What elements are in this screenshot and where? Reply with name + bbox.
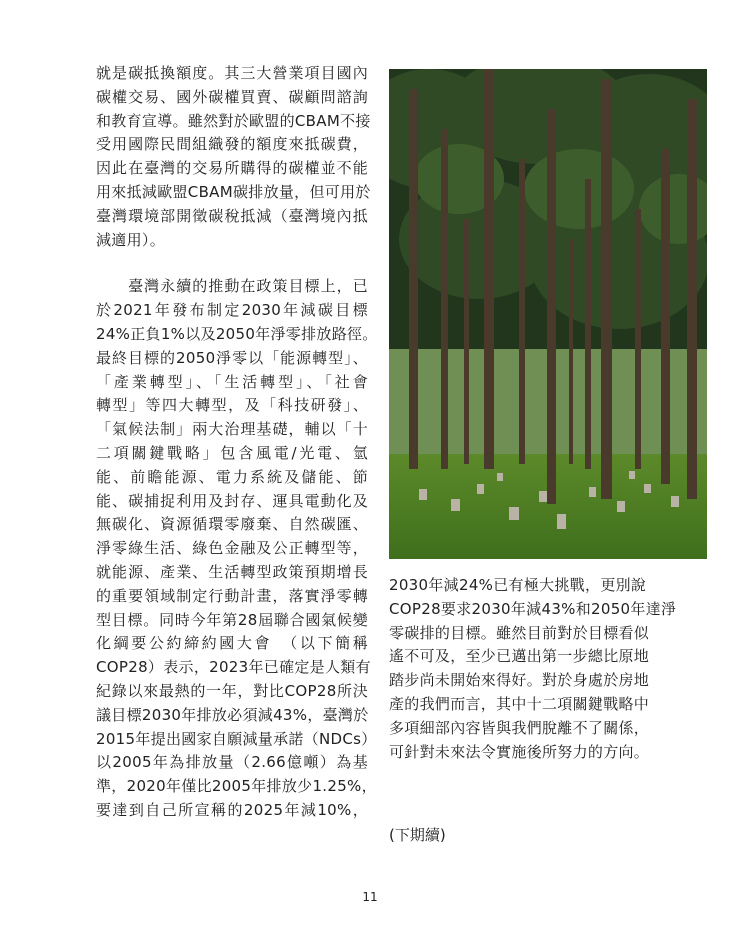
text-line: COP28）表示，2023年已確定是人類有 — [96, 658, 371, 677]
text-line: 就是碳抵換額度。其三大營業項目國內 — [96, 64, 368, 82]
text-line: 產的我們而言，其中十二項關鍵戰略中 — [389, 694, 650, 713]
text-line: 「氣候法制」兩大治理基礎，輔以「十 — [96, 420, 368, 439]
text-line: 要達到自己所宣稱的2025年減10%， — [96, 800, 368, 819]
text-line: 和教育宣導。雖然對於歐盟的CBAM不接 — [96, 111, 371, 130]
text-line: 淨零綠生活、綠色金融及公正轉型等， — [96, 539, 368, 558]
text-line: 以2005年為排放量（2.66億噸）為基 — [96, 753, 368, 772]
text-line: 碳權交易、國外碳權買賣、碳顧問諮詢 — [96, 87, 368, 106]
text-line: 受用國際民間組織發的額度來抵碳費， — [96, 135, 368, 154]
forest-illustration — [389, 69, 707, 559]
text-line: 就能源、產業、生活轉型政策預期增長 — [96, 562, 368, 581]
text-line: 24%正負1%以及2050年淨零排放路徑。 — [96, 324, 378, 343]
text-line: 可針對未來法令實施後所努力的方向。 — [389, 742, 650, 761]
text-line: 能、碳捕捉利用及封存、運具電動化及 — [96, 491, 368, 510]
text-line: 的重要領域制定行動計畫，落實淨零轉 — [96, 586, 368, 605]
text-line: 零碳排的目標。雖然目前對於目標看似 — [389, 623, 650, 642]
text-line: 因此在臺灣的交易所購得的碳權並不能 — [96, 159, 368, 178]
to-be-continued-note: (下期續) — [389, 826, 446, 844]
text-line: COP28要求2030年減43%和2050年達淨 — [389, 599, 677, 618]
text-line: 能、前瞻能源、電力系統及儲能、節 — [96, 467, 368, 486]
text-line: 用來抵減歐盟CBAM碳排放量，但可用於 — [96, 182, 371, 201]
paragraph-carbon-exchange — [96, 62, 371, 252]
text-line: 最終目標的2050淨零以「能源轉型」、 — [96, 348, 368, 367]
text-line: 遙不可及，至少已邁出第一步總比原地 — [389, 647, 650, 666]
text-line: 於2021年發布制定2030年減碳目標 — [96, 301, 368, 320]
text-line: 轉型」等四大轉型，及「科技研發」、 — [96, 396, 368, 415]
page-number: 11 — [362, 890, 378, 904]
text-line: 多項細部內容皆與我們脫離不了關係， — [389, 718, 650, 737]
text-line: 型目標。同時今年第28屆聯合國氣候變 — [96, 610, 368, 629]
right-column — [389, 574, 677, 764]
text-line: 2015年提出國家自願減量承諾（NDCs） — [96, 729, 377, 748]
text-line: 減適用）。 — [96, 230, 166, 249]
text-line: 二項關鍵戰略」包含風電/光電、氫 — [96, 443, 368, 462]
text-line: 臺灣永續的推動在政策目標上，已 — [96, 277, 368, 296]
text-line: 踏步尚未開始來得好。對於身處於房地 — [389, 671, 650, 690]
text-line: 「產業轉型」、「生活轉型」、「社會 — [96, 372, 368, 391]
text-line: 臺灣環境部開徵碳稅抵減（臺灣境內抵 — [96, 206, 368, 225]
paragraph-taiwan-net-zero — [96, 275, 378, 822]
left-column — [96, 62, 378, 823]
text-line: 2030年減24%已有極大挑戰，更別說 — [389, 576, 647, 594]
text-line: 準，2020年僅比2005年排放少1.25%， — [96, 777, 377, 796]
pine-forest-cemetery-photo — [389, 69, 707, 559]
text-line: 無碳化、資源循環零廢棄、自然碳匯、 — [96, 515, 368, 534]
text-line: 議目標2030年排放必須減43%，臺灣於 — [96, 705, 369, 724]
text-line: 紀錄以來最熱的一年，對比COP28所決 — [96, 681, 368, 700]
text-line: 化綱要公約締約國大會 （以下簡稱 — [96, 634, 368, 653]
